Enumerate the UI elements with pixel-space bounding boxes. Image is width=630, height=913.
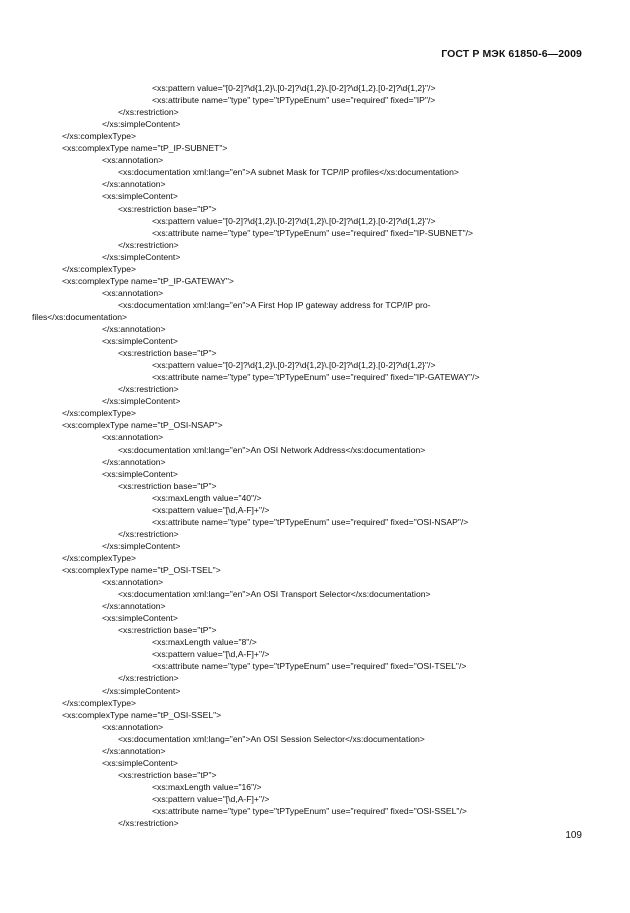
- code-line: <xs:complexType name="tP_OSI-TSEL">: [62, 565, 221, 575]
- code-line: <xs:documentation xml:lang="en">An OSI Network Address</xs:documentation>: [118, 444, 426, 455]
- code-line: <xs:pattern value="[0-2]?\d{1,2}\.[0-2]?\d{1,2}\.[0-2]?\d{1,2}.[0-2]?\d{1,2}"/>: [152, 83, 436, 93]
- code-line: <xs:complexType name="tP_IP-SUBNET">: [62, 143, 228, 154]
- code-line: <xs:maxLength value="8"/>: [152, 637, 257, 648]
- code-line: <xs:simpleContent>: [102, 191, 178, 202]
- code-line: </xs:complexType>: [62, 552, 137, 563]
- code-line: <xs:simpleContent>: [102, 757, 178, 768]
- code-line: </xs:annotation>: [102, 324, 166, 334]
- code-line: <xs:complexType name="tP_OSI-SSEL">: [62, 709, 222, 720]
- code-line: <xs:annotation>: [102, 721, 164, 732]
- page-number: 109: [565, 830, 582, 841]
- code-line: <xs:attribute name="type" type="tPTypeEnum" use="required" fixed="OSI-SSEL"/>: [152, 806, 467, 816]
- code-line: </xs:annotation>: [102, 179, 166, 190]
- code-line: </xs:complexType>: [62, 263, 137, 274]
- code-line: </xs:simpleContent>: [102, 685, 181, 696]
- code-line: <xs:documentation xml:lang="en">An OSI Session Selector</xs:documentation>: [118, 733, 425, 744]
- code-line: </xs:restriction>: [118, 673, 179, 684]
- code-line: <xs:documentation xml:lang="en">A subnet Mask for TCP/IP profiles</xs:documentation>: [118, 167, 459, 178]
- code-line: </xs:annotation>: [102, 601, 166, 612]
- code-line: <xs:restriction base="tP">: [118, 769, 217, 780]
- code-line: <xs:documentation xml:lang="en">An OSI Transport Selector</xs:documentation>: [118, 589, 431, 600]
- code-line: </xs:complexType>: [62, 408, 137, 419]
- code-line: </xs:annotation>: [102, 745, 166, 756]
- code-line: <xs:annotation>: [102, 155, 164, 166]
- code-line: </xs:complexType>: [62, 697, 137, 708]
- code-line: <xs:pattern value="[\d,A-F]+"/>: [152, 793, 270, 804]
- code-line: </xs:complexType>: [62, 131, 137, 142]
- code-line: <xs:maxLength value="16"/>: [152, 781, 262, 792]
- code-line: <xs:attribute name="type" type="tPTypeEnum" use="required" fixed="OSI-TSEL"/>: [152, 661, 467, 672]
- code-line: <xs:restriction base="tP">: [118, 625, 217, 636]
- code-line: </xs:simpleContent>: [102, 540, 181, 551]
- code-line: </xs:simpleContent>: [102, 396, 181, 407]
- code-line: </xs:restriction>: [118, 107, 179, 118]
- document-header: ГОСТ Р МЭК 61850-6—2009: [441, 48, 582, 60]
- code-line: <xs:attribute name="type" type="tPTypeEnum" use="required" fixed="IP-GATEWAY"/>: [152, 372, 480, 383]
- code-line: </xs:restriction>: [118, 239, 179, 250]
- code-line: <xs:pattern value="[0-2]?\d{1,2}\.[0-2]?\d{1,2}\.[0-2]?\d{1,2}.[0-2]?\d{1,2}"/>: [152, 215, 436, 226]
- code-line: <xs:attribute name="type" type="tPTypeEnum" use="required" fixed="IP"/>: [152, 95, 436, 106]
- code-line: <xs:annotation>: [102, 577, 164, 588]
- code-line: <xs:complexType name="tP_IP-GATEWAY">: [62, 275, 234, 286]
- code-line: <xs:restriction base="tP">: [118, 203, 217, 214]
- code-line: <xs:pattern value="[\d,A-F]+"/>: [152, 504, 270, 515]
- code-line: files</xs:documentation>: [32, 311, 128, 322]
- code-line: <xs:maxLength value="40"/>: [152, 492, 262, 503]
- code-line: <xs:simpleContent>: [102, 613, 178, 624]
- code-line: <xs:attribute name="type" type="tPTypeEnum" use="required" fixed="IP-SUBNET"/>: [152, 227, 474, 238]
- code-line: </xs:simpleContent>: [102, 251, 181, 262]
- code-line: <xs:annotation>: [102, 432, 164, 443]
- code-line: <xs:annotation>: [102, 287, 164, 298]
- code-line: </xs:annotation>: [102, 456, 166, 467]
- code-line: <xs:restriction base="tP">: [118, 480, 217, 491]
- code-line: </xs:restriction>: [118, 384, 179, 395]
- code-line: <xs:attribute name="type" type="tPTypeEnum" use="required" fixed="OSI-NSAP"/>: [152, 516, 469, 527]
- code-line: </xs:restriction>: [118, 818, 179, 829]
- code-line: </xs:simpleContent>: [102, 119, 181, 130]
- code-line: <xs:documentation xml:lang="en">A First Hop IP gateway address for TCP/IP pro-: [118, 299, 431, 310]
- code-line: <xs:simpleContent>: [102, 336, 178, 347]
- code-line: <xs:pattern value="[\d,A-F]+"/>: [152, 649, 270, 660]
- code-line: <xs:restriction base="tP">: [118, 348, 217, 359]
- code-line: <xs:pattern value="[0-2]?\d{1,2}\.[0-2]?\d{1,2}\.[0-2]?\d{1,2}.[0-2]?\d{1,2}"/>: [152, 360, 436, 371]
- code-line: </xs:restriction>: [118, 528, 179, 539]
- code-line: <xs:simpleContent>: [102, 468, 178, 479]
- code-line: <xs:complexType name="tP_OSI-NSAP">: [62, 420, 223, 431]
